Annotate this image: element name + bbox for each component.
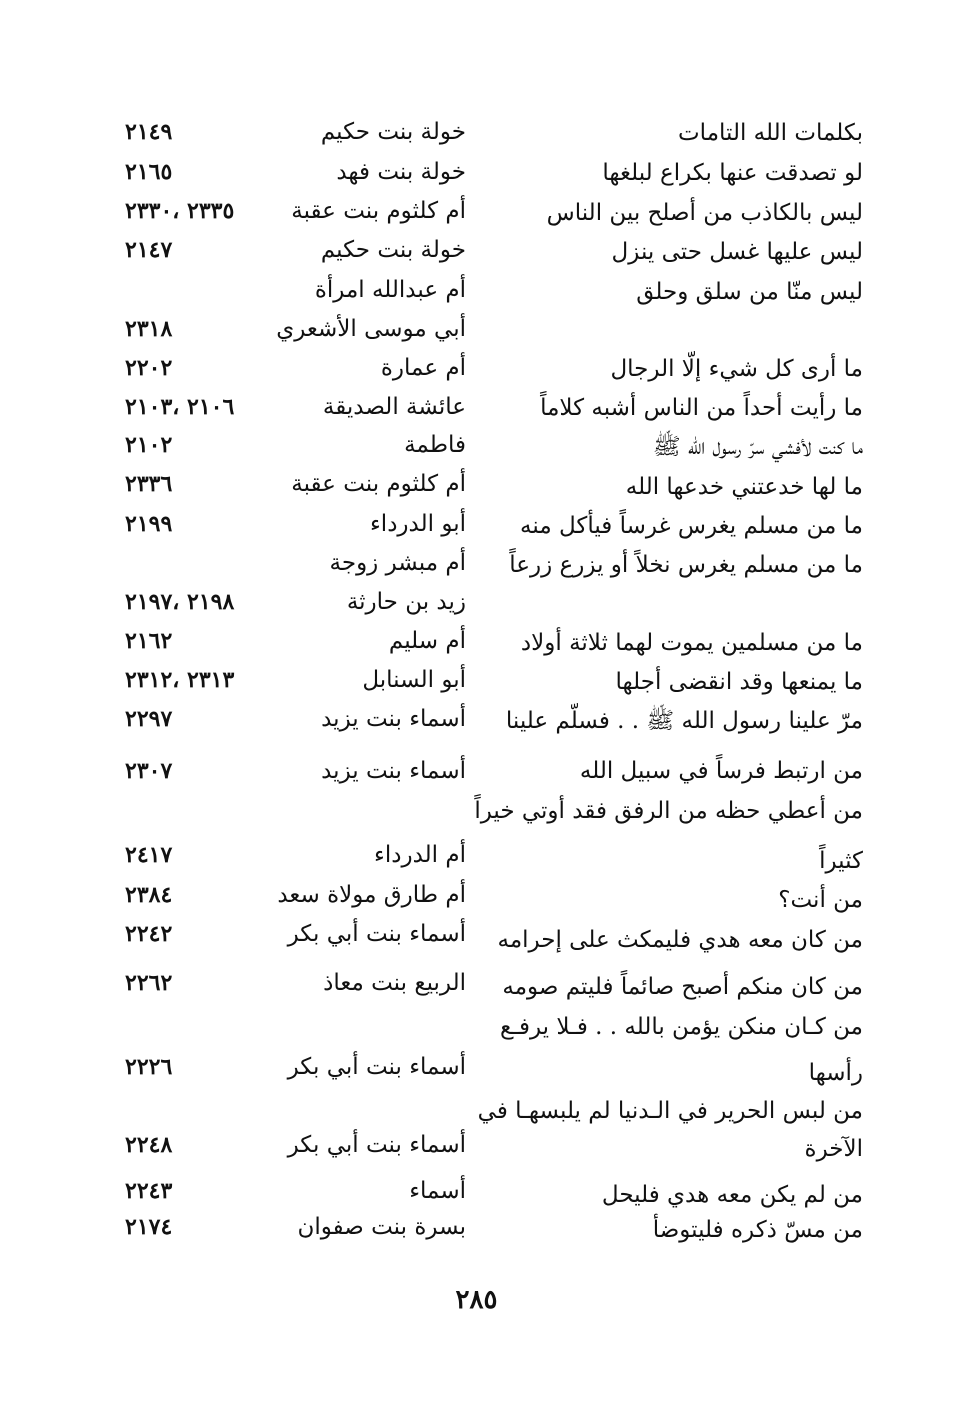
narrator-name: عائشة الصديقة xyxy=(322,394,466,420)
hadith-text: ما أرى كل شيء إلّا الرجال xyxy=(610,356,863,382)
narrator-name: أم كلثوم بنت عقبة xyxy=(291,198,466,224)
hadith-number: ٢٢٢٦ xyxy=(125,1054,173,1080)
hadith-text: من لبس الحرير في الـدنيا لم يلبسهـا في xyxy=(477,1098,863,1124)
hadith-text: من كان منكم أصبح صائماً فليتم صومه xyxy=(502,974,863,1000)
hadith-number: ٢٢٤٢ xyxy=(125,921,173,947)
hadith-text: من كان معه هدي فليمكث على إحرامه xyxy=(497,927,863,953)
hadith-text: ما كنت لأفشي سرّ رسول الله ﷺ xyxy=(652,434,863,460)
narrator-name: أسماء بنت أبي بكر xyxy=(287,921,466,947)
narrator-name: خولة بنت حكيم xyxy=(320,237,466,263)
hadith-text: من مسّ ذكره فليتوضأ xyxy=(652,1217,863,1243)
narrator-name: أم عمارة xyxy=(380,355,466,381)
hadith-number: ٢٤١٧ xyxy=(125,842,173,868)
hadith-text: رأسها xyxy=(808,1060,863,1086)
hadith-number: ٢٢٤٣ xyxy=(125,1178,173,1204)
hadith-text: من أنت؟ xyxy=(778,887,863,913)
hadith-number: ٢٣١٣ ،٢٣١٢ xyxy=(125,667,235,693)
hadith-text: ما يمنعها وقد انقضى أجلها xyxy=(615,669,863,695)
hadith-text: كثيراً xyxy=(819,848,863,874)
narrator-name: خولة بنت فهد xyxy=(336,159,466,185)
narrator-name: أم الدرداء xyxy=(374,842,466,868)
narrator-name: أم عبدالله امرأة xyxy=(314,277,466,303)
hadith-number: ٢١٠٢ xyxy=(125,432,173,458)
hadith-text: لو تصدقت عنها بكراع لبلغها xyxy=(602,160,863,186)
narrator-name: أسماء بنت يزيد xyxy=(321,758,466,784)
hadith-number: ٢١٠٦ ،٢١٠٣ xyxy=(125,394,235,420)
hadith-number: ٢٣١٨ xyxy=(125,316,173,342)
hadith-number: ٢٢٩٧ xyxy=(125,706,173,732)
narrator-name: خولة بنت حكيم xyxy=(320,119,466,145)
narrator-name: أم كلثوم بنت عقبة xyxy=(291,471,466,497)
hadith-text: من أعطي حظه من الرفق فقد أوتي خيراً xyxy=(474,798,863,824)
hadith-text: من ارتبط فرساً في سبيل الله xyxy=(579,758,863,784)
narrator-name: الربيع بنت معاذ xyxy=(323,970,466,996)
narrator-name: فاطمة xyxy=(404,432,466,458)
narrator-name: أبي موسى الأشعري xyxy=(276,316,466,342)
narrator-name: أسماء بنت أبي بكر xyxy=(287,1132,466,1158)
narrator-name: بسرة بنت صفوان xyxy=(297,1214,466,1240)
hadith-number: ٢٢٤٨ xyxy=(125,1132,173,1158)
hadith-text: ليس عليها غسل حتى ينزل xyxy=(611,239,863,265)
hadith-text: ما من مسلم يغرس نخلاً أو يزرع زرعاً xyxy=(509,552,863,578)
hadith-number: ٢٢٦٢ xyxy=(125,970,173,996)
hadith-text: ما من مسلمين يموت لهما ثلاثة أولاد xyxy=(520,630,863,656)
hadith-number: ٢١٩٩ xyxy=(125,511,173,537)
hadith-text: ليس بالكاذب من أصلح بين الناس xyxy=(546,200,863,226)
narrator-name: أبو الدرداء xyxy=(369,511,466,537)
hadith-text: ما من مسلم يغرس غرساً فيأكل منه xyxy=(520,513,863,539)
narrator-name: أم مبشر زوجة xyxy=(329,550,466,576)
hadith-number: ٢٢٠٢ xyxy=(125,355,173,381)
narrator-name: أم طارق مولاة سعد xyxy=(277,882,466,908)
narrator-name: أبو السنابل xyxy=(362,667,466,693)
hadith-text: ما رأيت أحداً من الناس أشبه كلاماً xyxy=(540,395,863,421)
hadith-text: من كـان منكن يؤمن بالله . . فـلا يرفـع xyxy=(500,1014,863,1040)
hadith-text: ليس منّا من سلق وحلق xyxy=(636,279,863,305)
hadith-number: ٢١٤٧ xyxy=(125,237,173,263)
hadith-number: ٢١٤٩ xyxy=(125,119,173,145)
hadith-number: ٢١٦٢ xyxy=(125,628,173,654)
hadith-text: مرّ علينا رسول الله ﷺ . . فسلّم علينا xyxy=(505,708,863,734)
narrator-name: أم سليم xyxy=(388,628,466,654)
hadith-number: ٢١٧٤ xyxy=(125,1214,173,1240)
page-number: ٢٨٥ xyxy=(455,1285,498,1315)
narrator-name: أسماء xyxy=(409,1178,466,1204)
hadith-number: ٢١٦٥ xyxy=(125,159,173,185)
hadith-number: ٢٣٨٤ xyxy=(125,882,173,908)
hadith-number: ٢٣٠٧ xyxy=(125,758,173,784)
narrator-name: أسماء بنت أبي بكر xyxy=(287,1054,466,1080)
narrator-name: أسماء بنت يزيد xyxy=(321,706,466,732)
narrator-name: زيد بن حارثة xyxy=(346,589,466,615)
hadith-text: بكلمات الله التامات xyxy=(678,120,863,146)
hadith-text: ما لها خدعتني خدعها الله xyxy=(625,474,863,500)
hadith-text: الآخرة xyxy=(804,1136,863,1162)
hadith-number: ٢١٩٨ ،٢١٩٧ xyxy=(125,589,235,615)
hadith-number: ٢٣٣٥ ،٢٣٣٠ xyxy=(125,198,235,224)
hadith-text: من لم يكن معه هدي فليحل xyxy=(601,1182,863,1208)
hadith-number: ٢٣٣٦ xyxy=(125,471,173,497)
